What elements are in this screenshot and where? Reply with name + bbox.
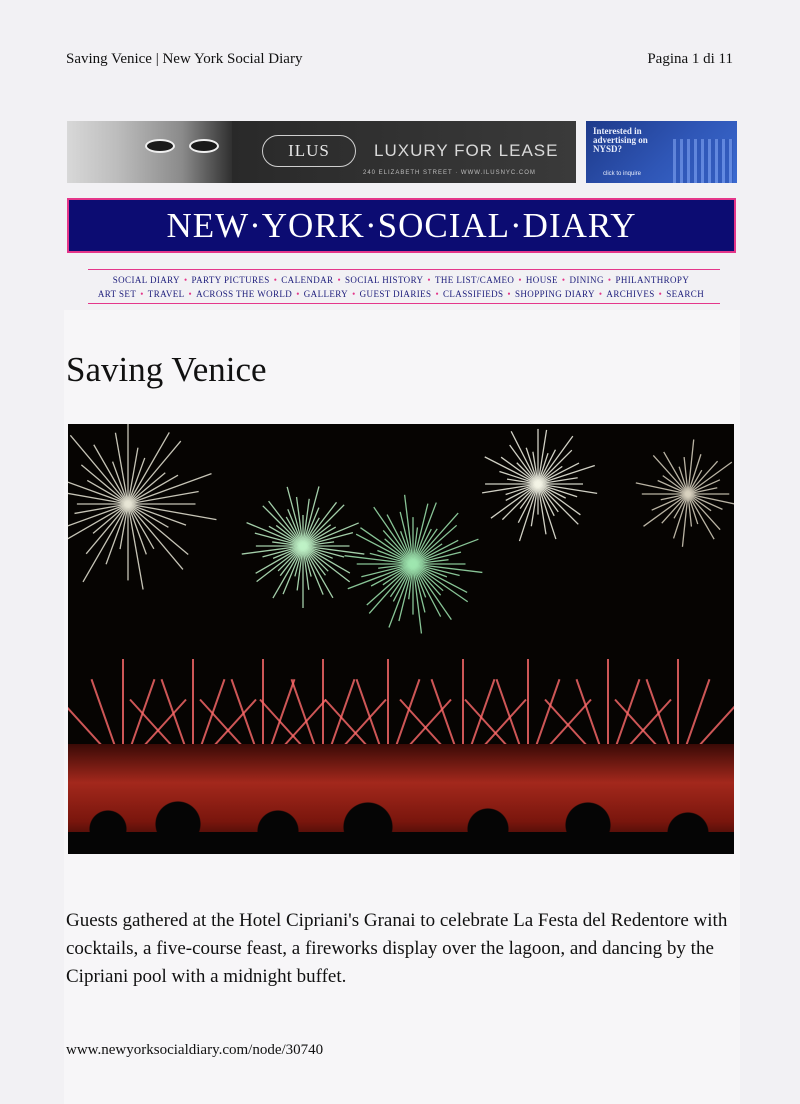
nav-link-across-the-world[interactable]: ACROSS THE WORLD [196, 289, 293, 299]
nav-link-social-history[interactable]: SOCIAL HISTORY [345, 275, 424, 285]
nav-link-search[interactable]: SEARCH [666, 289, 705, 299]
ilus-banner-ad[interactable] [67, 121, 576, 183]
nav-link-travel[interactable]: TRAVEL [147, 289, 185, 299]
crowd-silhouettes [68, 799, 734, 854]
ilus-logo: ILUS [262, 135, 356, 167]
nav-link-shopping-diary[interactable]: SHOPPING DIARY [514, 289, 595, 299]
nav-separator: • [435, 289, 439, 299]
ad-tagline: LUXURY FOR LEASE [374, 141, 559, 160]
nav-separator: • [140, 289, 144, 299]
nav-separator: • [296, 289, 300, 299]
nav-separator: • [183, 275, 188, 285]
nav-link-classifieds[interactable]: CLASSIFIEDS [443, 289, 504, 299]
nav-link-guest-diaries[interactable]: GUEST DIARIES [359, 289, 432, 299]
site-masthead-logo[interactable]: NEW·YORK·SOCIAL·DIARY [67, 198, 736, 253]
ad-eye-left [145, 139, 175, 153]
advertise-with-nysd-ad[interactable] [586, 121, 737, 183]
nav-link-party-pictures[interactable]: PARTY PICTURES [191, 275, 270, 285]
nav-separator: • [273, 275, 278, 285]
print-page-counter: Pagina 1 di 11 [647, 51, 733, 67]
firework-burst-green-1 [242, 486, 365, 608]
nav-link-art-set[interactable]: ART SET [97, 289, 137, 299]
photo-caption: Guests gathered at the Hotel Cipriani's Granai to celebrate La Festa del Redentore with cocktails, a five-course feast, a fireworks display over the lagoon, and dancing by the Cipriani pool with a midnight buffet. [66, 910, 728, 987]
nav-separator: • [188, 289, 193, 299]
nav-separator: • [598, 289, 603, 299]
nav-bottom-rule [88, 303, 720, 304]
nav-separator: • [337, 275, 342, 285]
nav-separator: • [607, 275, 612, 285]
ad-model-face-image [67, 121, 232, 183]
nav-separator: • [658, 289, 663, 299]
firework-burst-white-3 [636, 439, 734, 546]
firework-burst-white-2 [68, 424, 216, 590]
nav-link-archives[interactable]: ARCHIVES [606, 289, 655, 299]
nav-separator: • [352, 289, 356, 299]
nav-separator: • [561, 275, 566, 285]
nav-separator: • [507, 289, 511, 299]
article-title: Saving Venice [66, 350, 267, 389]
firework-burst-green-2 [345, 495, 483, 634]
nav-top-rule [88, 269, 720, 270]
nav-row-secondary [66, 289, 736, 299]
print-header-title: Saving Venice | New York Social Diary [66, 51, 303, 67]
ad-building-image [673, 139, 733, 183]
advertise-ad-click-label: click to inquire [603, 171, 642, 177]
ad-eye-right [189, 139, 219, 153]
advertise-ad-text: Interested in advertising on NYSD? [593, 126, 648, 154]
nav-link-the-list-cameo[interactable]: THE LIST/CAMEO [434, 275, 515, 285]
nav-link-house[interactable]: HOUSE [525, 275, 558, 285]
nav-separator: • [427, 275, 431, 285]
ad-address: 240 ELIZABETH STREET · WWW.ILUSNYC.COM [363, 170, 536, 176]
nav-link-philanthropy[interactable]: PHILANTHROPY [615, 275, 690, 285]
nav-row-primary [66, 275, 736, 285]
nav-link-calendar[interactable]: CALENDAR [281, 275, 334, 285]
firework-burst-white-1 [482, 429, 597, 541]
nav-link-dining[interactable]: DINING [569, 275, 604, 285]
nav-separator: • [518, 275, 522, 285]
print-footer-url: www.newyorksocialdiary.com/node/30740 [66, 1042, 324, 1058]
nav-link-social-diary[interactable]: SOCIAL DIARY [112, 275, 180, 285]
fireworks-photo [68, 424, 734, 854]
nav-link-gallery[interactable]: GALLERY [303, 289, 349, 299]
